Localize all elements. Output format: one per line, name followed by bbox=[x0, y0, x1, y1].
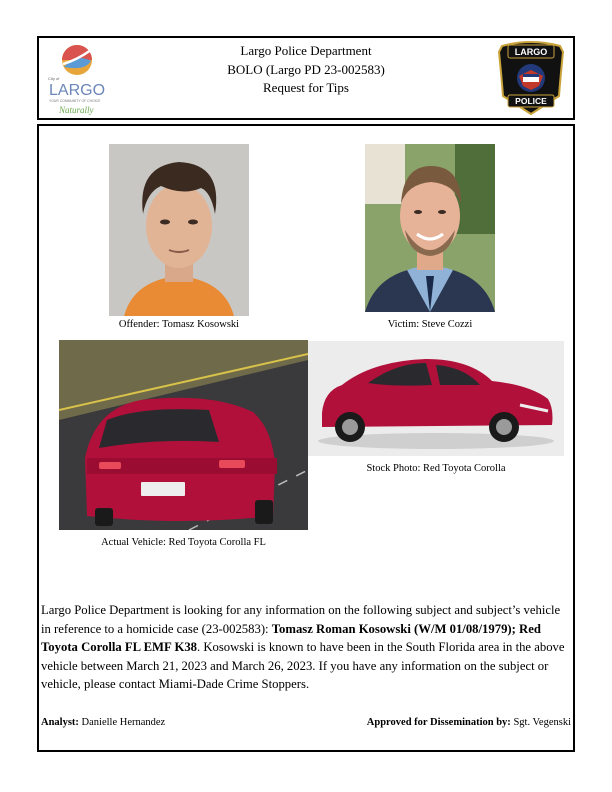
svg-text:YOUR COMMUNITY OF CHOICE: YOUR COMMUNITY OF CHOICE bbox=[49, 99, 101, 103]
bolo-description bbox=[41, 601, 573, 694]
description-text-2: . Kosowski is known to have been in the South Florida area in the above vehicle between March 21, 2023 and March 26, 2023. If you have any information on the subject or vehicle, please contact Miami-Dade Crime Stoppers. bbox=[41, 640, 565, 692]
header-box bbox=[37, 36, 575, 120]
analyst-label: Analyst: bbox=[41, 717, 79, 728]
svg-text:Naturally: Naturally bbox=[59, 105, 94, 115]
svg-text:LARGO: LARGO bbox=[514, 47, 548, 57]
subject-vehicle-details: Tomasz Roman Kosowski (W/M 01/08/1979); Red Toyota Corolla FL EMF K38 bbox=[41, 621, 541, 655]
approval-line bbox=[367, 717, 571, 728]
bolo-number: BOLO (Largo PD 23-002583) bbox=[227, 61, 385, 77]
offender-photo bbox=[109, 144, 249, 316]
stock-photo-caption: Stock Photo: Red Toyota Corolla bbox=[366, 463, 506, 474]
approved-name: Sgt. Vegenski bbox=[513, 717, 571, 728]
offender-caption: Offender: Tomasz Kosowski bbox=[118, 319, 240, 330]
svg-text:LARGO: LARGO bbox=[49, 82, 106, 99]
svg-text:POLICE: POLICE bbox=[515, 96, 547, 106]
analyst-name: Danielle Hernandez bbox=[81, 717, 166, 728]
request-subtitle: Request for Tips bbox=[263, 80, 349, 95]
approved-label: Approved for Dissemination by: bbox=[366, 717, 511, 728]
svg-text:City of: City of bbox=[48, 76, 60, 81]
victim-caption: Victim: Steve Cozzi bbox=[387, 319, 473, 330]
department-title: Largo Police Department bbox=[240, 43, 372, 58]
largo-city-logo bbox=[47, 40, 107, 118]
largo-police-badge bbox=[496, 40, 566, 116]
description-text-1: Largo Police Department is looking for any information on the following subject and subject’s vehicle in reference to a homicide case (23-002583): bbox=[41, 603, 561, 636]
actual-vehicle-photo bbox=[59, 340, 308, 530]
stock-vehicle-photo bbox=[308, 341, 564, 456]
analyst-line bbox=[41, 717, 165, 728]
actual-vehicle-caption: Actual Vehicle: Red Toyota Corolla FL bbox=[101, 537, 266, 548]
victim-photo bbox=[365, 144, 495, 312]
